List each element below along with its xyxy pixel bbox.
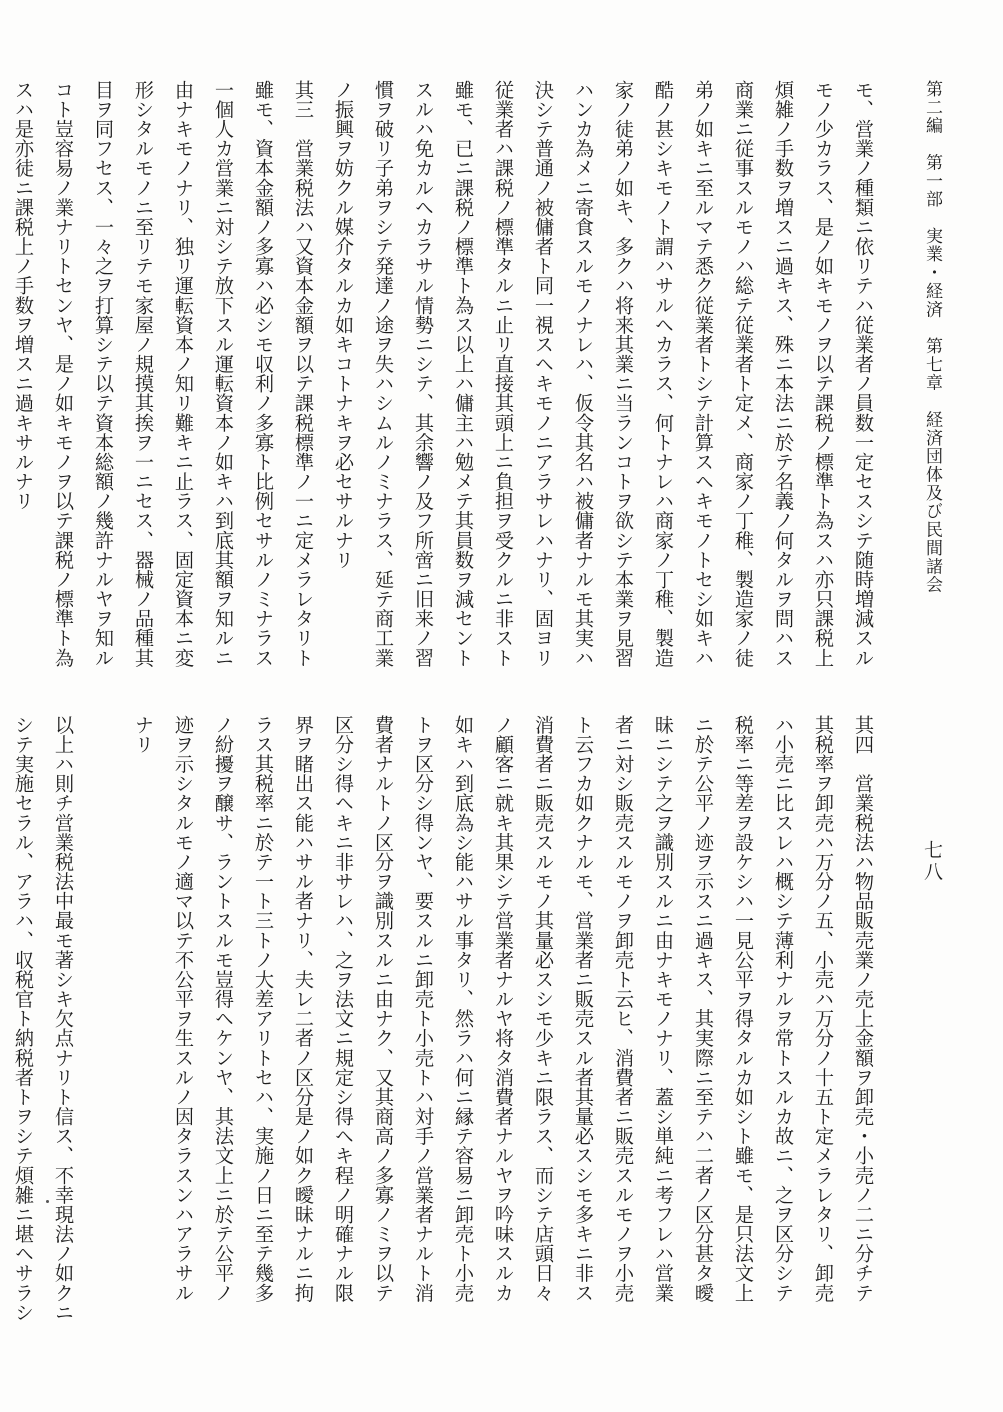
text-line: 決シテ普通ノ被傭者ト同一視スヘキモノニアラサレハナリ、固ヨリ xyxy=(532,80,555,668)
text-line: 家ノ徒弟ノ如キ、多クハ将来其業ニ当ランコトヲ欲シテ本業ヲ見習 xyxy=(612,80,635,668)
text-line: コト豈容易ノ業ナリトセンヤ、是ノ如キモノヲ以テ課税ノ標準ト為 xyxy=(52,80,75,668)
text-line: ラス其税率ニ於テ一ト三トノ大差アリトセハ、実施ノ日ニ至テ幾多 xyxy=(252,715,275,1303)
text-line: 商業ニ従事スルモノハ総テ従業者ト定メ、商家ノ丁稚、製造家ノ徒 xyxy=(732,80,755,668)
text-line: 費者ナルトノ区分ヲ識別スルニ由ナク、又其商高ノ多寡ノミヲ以テ xyxy=(372,715,395,1303)
text-line: ノ紛擾ヲ醸サ、ラントスルモ豈得ヘケンヤ、其法文上ニ於テ公平ノ xyxy=(212,715,235,1303)
running-head: 第二編 第一部 実業・経済 第七章 経済団体及び民間諸会 xyxy=(922,80,942,595)
text-line: 由ナキモノナリ、独リ運転資本ノ知リ難キニ止ラス、固定資本ニ変 xyxy=(172,80,195,668)
text-line: 如キハ到底為シ能ハサル事タリ、然ラハ何ニ縁テ容易ニ卸売ト小売 xyxy=(452,715,475,1303)
print-speck xyxy=(46,1200,49,1203)
text-line: ハンカ為メニ寄食スルモノナレハ、仮令其名ハ被傭者ナルモ其実ハ xyxy=(572,80,595,668)
text-line: スルハ免カルヘカラサル情勢ニシテ、其余響ノ及フ所啻ニ旧来ノ習 xyxy=(412,80,435,668)
text-line: 従業者ハ課税ノ標準タルニ止リ直接其頭上ニ負担ヲ受クルニ非スト xyxy=(492,80,515,668)
text-line: 一個人カ営業ニ対シテ放下スル運転資本ノ如キハ到底其額ヲ知ルニ xyxy=(212,80,235,668)
text-line: ニ於テ公平ノ迹ヲ示スニ過キス、其実際ニ至テハ二者ノ区分甚タ曖 xyxy=(692,715,715,1303)
text-line: 慣ヲ破リ子弟ヲシテ発達ノ途ヲ失ハシムルノミナラス、延テ商工業 xyxy=(372,80,395,668)
text-line: 雖モ、已ニ課税ノ標準ト為ス以上ハ傭主ハ勉メテ其員数ヲ減セント xyxy=(452,80,475,668)
text-line: 昧ニシテ之ヲ識別スルニ由ナキモノナリ、蓋シ単純ニ考フレハ営業 xyxy=(652,715,675,1303)
text-line: ノ顧客ニ就キ其果シテ営業者ナルヤ将タ消費者ナルヤヲ吟味スルカ xyxy=(492,715,515,1303)
text-line: 雖モ、資本金額ノ多寡ハ必シモ収利ノ多寡ト比例セサルノミナラス xyxy=(252,80,275,668)
text-line xyxy=(83,715,123,1315)
text-line: モ、営業ノ種類ニ依リテハ従業者ノ員数一定セスシテ随時増減スル xyxy=(852,80,875,668)
text-line: 以上ハ則チ営業税法中最モ著シキ欠点ナリト信ス、不幸現法ノ如クニ xyxy=(52,715,75,1323)
text-line: 迹ヲ示シタルモノ適マ以テ不公平ヲ生スルノ因タラスンハアラサル xyxy=(172,715,195,1303)
text-line xyxy=(0,715,3,1315)
text-line: 区分シ得ヘキニ非サレハ、之ヲ法文ニ規定シ得ヘキ程ノ明確ナル限 xyxy=(332,715,355,1303)
page-number: 七八 xyxy=(921,840,943,884)
text-line: 目ヲ同フセス、一々之ヲ打算シテ以テ資本総額ノ幾許ナルヤヲ知ル xyxy=(92,80,115,668)
text-line: ト云フカ如クナルモ、営業者ニ販売スル者其量必スシモ多キニ非ス xyxy=(572,715,595,1303)
text-line: 界ヲ睹出ス能ハサル者ナリ、夫レ二者ノ区分是ノ如ク曖昧ナルニ拘 xyxy=(292,715,315,1303)
text-line: 煩雑ノ手数ヲ増スニ過キス、殊ニ本法ニ於テ名義ノ何タルヲ問ハス xyxy=(772,80,795,668)
lower-text-block xyxy=(12,715,883,1323)
text-line: スハ是亦徒ニ課税上ノ手数ヲ増スニ過キサルナリ xyxy=(12,80,35,511)
text-line: ハ小売ニ比スレハ概シテ薄利ナルヲ常トスルカ故ニ、之ヲ区分シテ xyxy=(772,715,795,1303)
upper-text-block xyxy=(12,80,883,668)
text-line: 其税率ヲ卸売ハ万分ノ五、小売ハ万分ノ十五ト定メラレタリ、卸売 xyxy=(812,715,835,1303)
text-line: 税率ニ等差ヲ設ケシハ一見公平ヲ得タルカ如シト雖モ、是只法文上 xyxy=(732,715,755,1303)
text-line: 其四 営業税法ハ物品販売業ノ売上金額ヲ卸売・小売ノ二ニ分チテ xyxy=(852,715,875,1303)
text-line: 者ニ対シ販売スルモノヲ卸売ト云ヒ、消費者ニ販売スルモノヲ小売 xyxy=(612,715,635,1303)
text-line: 消費者ニ販売スルモノ其量必スシモ少キニ限ラス、而シテ店頭日々 xyxy=(532,715,555,1303)
text-line: 弟ノ如キニ至ルマテ悉ク従業者トシテ計算スヘキモノトセシ如キハ xyxy=(692,80,715,668)
text-line: モノ少カラス、是ノ如キモノヲ以テ課税ノ標準ト為スハ亦只課税上 xyxy=(812,80,835,668)
text-line: ノ振興ヲ妨クル媒介タルカ如キコトナキヲ必セサルナリ xyxy=(332,80,355,570)
text-line: 形シタルモノニ至リテモ家屋ノ規摸其挨ヲ一ニセス、器械ノ品種其 xyxy=(132,80,155,668)
text-line: 酷ノ甚シキモノト謂ハサルヘカラス、何トナレハ商家ノ丁稚、製造 xyxy=(652,80,675,668)
text-line: トヲ区分シ得ンヤ、要スルニ卸売ト小売トハ対手ノ営業者ナルト消 xyxy=(412,715,435,1303)
text-line: 其三 営業税法ハ又資本金額ヲ以テ課税標準ノ一ニ定メラレタリト xyxy=(292,80,315,668)
text-line: ナリ xyxy=(132,715,155,755)
text-line: シテ実施セラル、アラハ、収税官ト納税者トヲシテ煩雑ニ堪ヘサラシ xyxy=(12,715,35,1323)
